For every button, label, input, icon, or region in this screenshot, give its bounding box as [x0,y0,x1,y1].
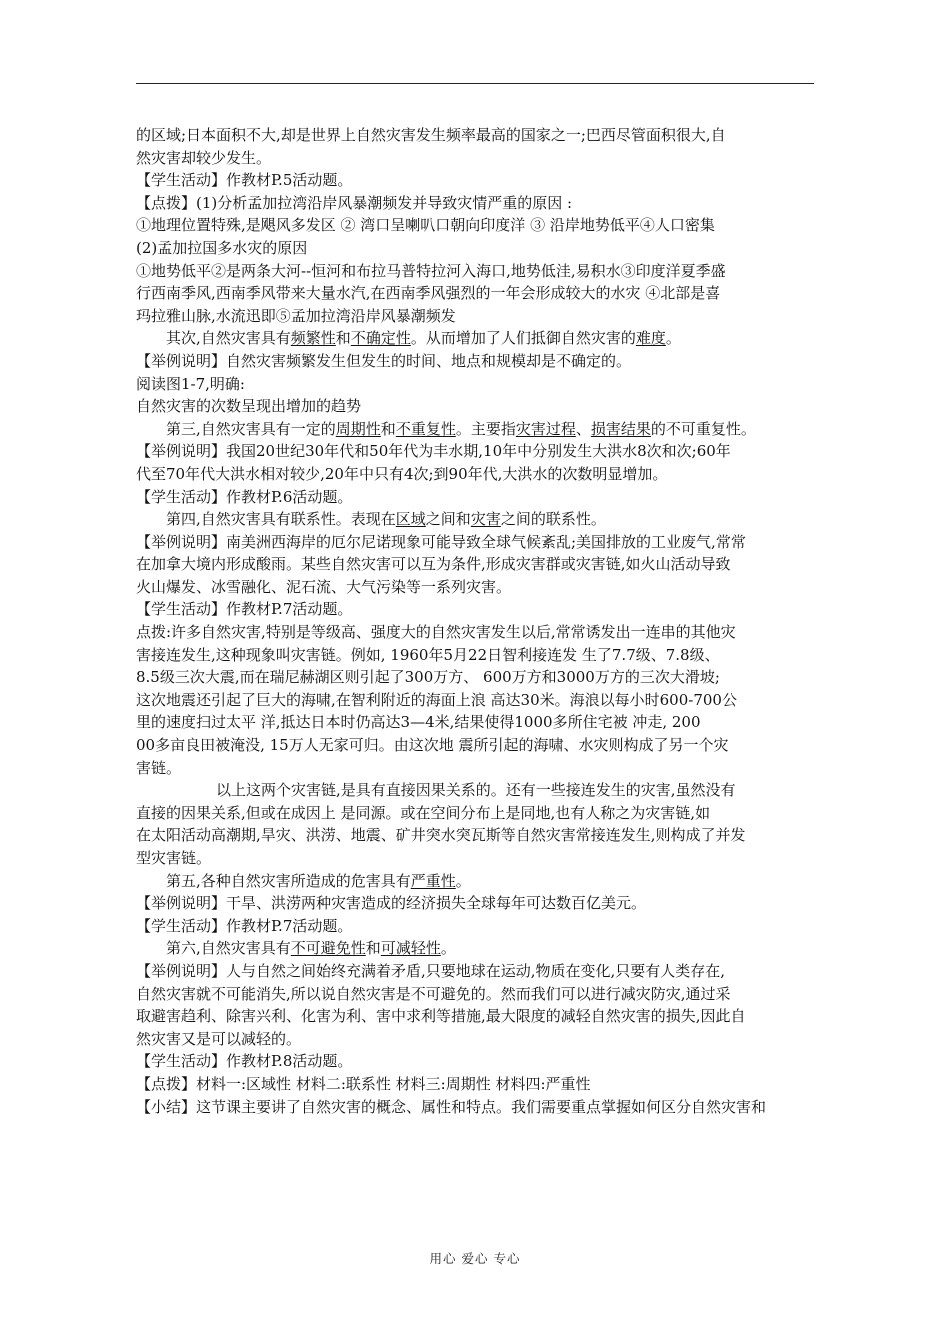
text-line: 在加拿大境内形成酸雨。某些自然灾害可以互为条件,形成灾害群或灾害链,如火山活动导致 [136,555,731,574]
text-line: 里的速度扫过太平 洋,抵达日本时仍高达3—4米,结果使得1000多所住宅被 冲走, 200 [136,713,701,732]
text-line: 的区域;日本面积不大,却是世界上自然灾害发生频率最高的国家之一;巴西尽管面积很大,自 [136,126,726,144]
text-line: 【举例说明】南美洲西海岸的厄尔尼诺现象可能导致全球气候紊乱;美国排放的工业废气,常常 [136,532,746,551]
text-line: 自然灾害的次数呈现出增加的趋势 [136,397,362,416]
text-line: (2)孟加拉国多水灾的原因 [136,238,308,257]
text-line: 代至70年代大洪水相对较少,20年中只有4次;到90年代,大洪水的次数明显增加。 [136,464,668,483]
text-line: 火山爆发、冰雪融化、泥石流、大气污染等一系列灾害。 [136,577,512,596]
text-line: 第四,自然灾害具有联系性。表现在区域之间和灾害之间的联系性。 [166,510,606,529]
text-line: ①地势低平②是两条大河--恒河和布拉马普特拉河入海口,地势低洼,易积水③印度洋夏季盛 [136,261,726,280]
header-rule [136,83,814,84]
text-line: 阅读图1-7,明确: [136,374,245,393]
text-line: 害链。 [136,758,182,777]
text-line: 8.5级三次大震,而在瑞尼赫湖区则引起了300万方、 600万方和3000万方的三次大滑坡; [136,668,720,687]
text-line: 玛拉雅山脉,水流迅即⑤孟加拉湾沿岸风暴潮频发 [136,306,456,325]
text-line: 以上这两个灾害链,是具有直接因果关系的。还有一些接连发生的灾害,虽然没有 [216,781,736,800]
text-line: 【小结】这节课主要讲了自然灾害的概念、属性和特点。我们需要重点掌握如何区分自然灾害和 [136,1097,767,1116]
text-line: 然灾害又是可以减轻的。 [136,1029,302,1048]
document-body [136,124,816,1118]
text-line: 这次地震还引起了巨大的海啸,在智利附近的海面上浪 高达30米。海浪以每小时600-700公 [136,690,737,709]
text-line: ①地理位置特殊,是飓风多发区 ② 湾口呈喇叭口朝向印度洋 ③ 沿岸地势低平④人口密集 [136,216,715,235]
page-footer: 用心 爱心 专心 [429,1251,521,1266]
text-line: 点拨:许多自然灾害,特别是等级高、强度大的自然灾害发生以后,常常诱发出一连串的其他灾 [136,623,736,642]
text-line: 00多亩良田被淹没, 15万人无家可归。由这次地 震所引起的海啸、水灾则构成了另一个灾 [136,736,729,755]
text-line: 【学生活动】作教材P.6活动题。 [136,487,353,506]
text-line: 在太阳活动高潮期,旱灾、洪涝、地震、矿井突水突瓦斯等自然灾害常接连发生,则构成了并发 [136,826,746,845]
text-line: 型灾害链。 [136,849,212,867]
text-line: 其次,自然灾害具有频繁性和不确定性。从而增加了人们抵御自然灾害的难度。 [166,329,681,348]
text-line: 【学生活动】作教材P.5活动题。 [136,171,353,190]
text-line: 【点拨】(1)分析孟加拉湾沿岸风暴潮频发并导致灾情严重的原因 : [136,193,573,212]
text-line: 【学生活动】作教材P.8活动题。 [136,1052,353,1071]
text-line: 自然灾害就不可能消失,所以说自然灾害是不可避免的。然而我们可以进行减灾防灾,通过采 [136,984,731,1003]
text-line: 【举例说明】自然灾害频繁发生但发生的时间、地点和规模却是不确定的。 [136,351,632,370]
text-line: 害接连发生,这种现象叫灾害链。例如, 1960年5月22日智利接连发 生了7.7级、7.8级、 [136,645,720,664]
text-line: 行西南季风,西南季风带来大量水汽,在西南季风强烈的一年会形成较大的水灾 ④北部是喜 [136,284,721,303]
text-line: 第六,自然灾害具有不可避免性和可减轻性。 [166,939,456,958]
text-line: 然灾害却较少发生。 [136,148,272,167]
text-line: 【学生活动】作教材P.7活动题。 [136,600,353,619]
text-line: 直接的因果关系,但或在成因上 是同源。或在空间分布上是同地,也有人称之为灾害链,如 [136,803,711,822]
text-line: 【点拨】材料一:区域性 材料二:联系性 材料三:周期性 材料四:严重性 [136,1074,591,1093]
text-line: 【举例说明】我国20世纪30年代和50年代为丰水期,10年中分别发生大洪水8次和次;60年 [136,442,731,461]
text-line: 【举例说明】干旱、洪涝两种灾害造成的经济损失全球每年可达数百亿美元。 [136,894,647,913]
text-line: 第五,各种自然灾害所造成的危害具有严重性。 [166,871,471,890]
text-line: 取避害趋利、除害兴利、化害为利、害中求利等措施,最大限度的减轻自然灾害的损失,因此自 [136,1007,746,1026]
text-line: 第三,自然灾害具有一定的周期性和不重复性。主要指灾害过程、损害结果的不可重复性。 [166,419,756,438]
text-line: 【举例说明】人与自然之间始终充满着矛盾,只要地球在运动,物质在变化,只要有人类存在, [136,961,726,980]
text-line: 【学生活动】作教材P.7活动题。 [136,916,353,935]
